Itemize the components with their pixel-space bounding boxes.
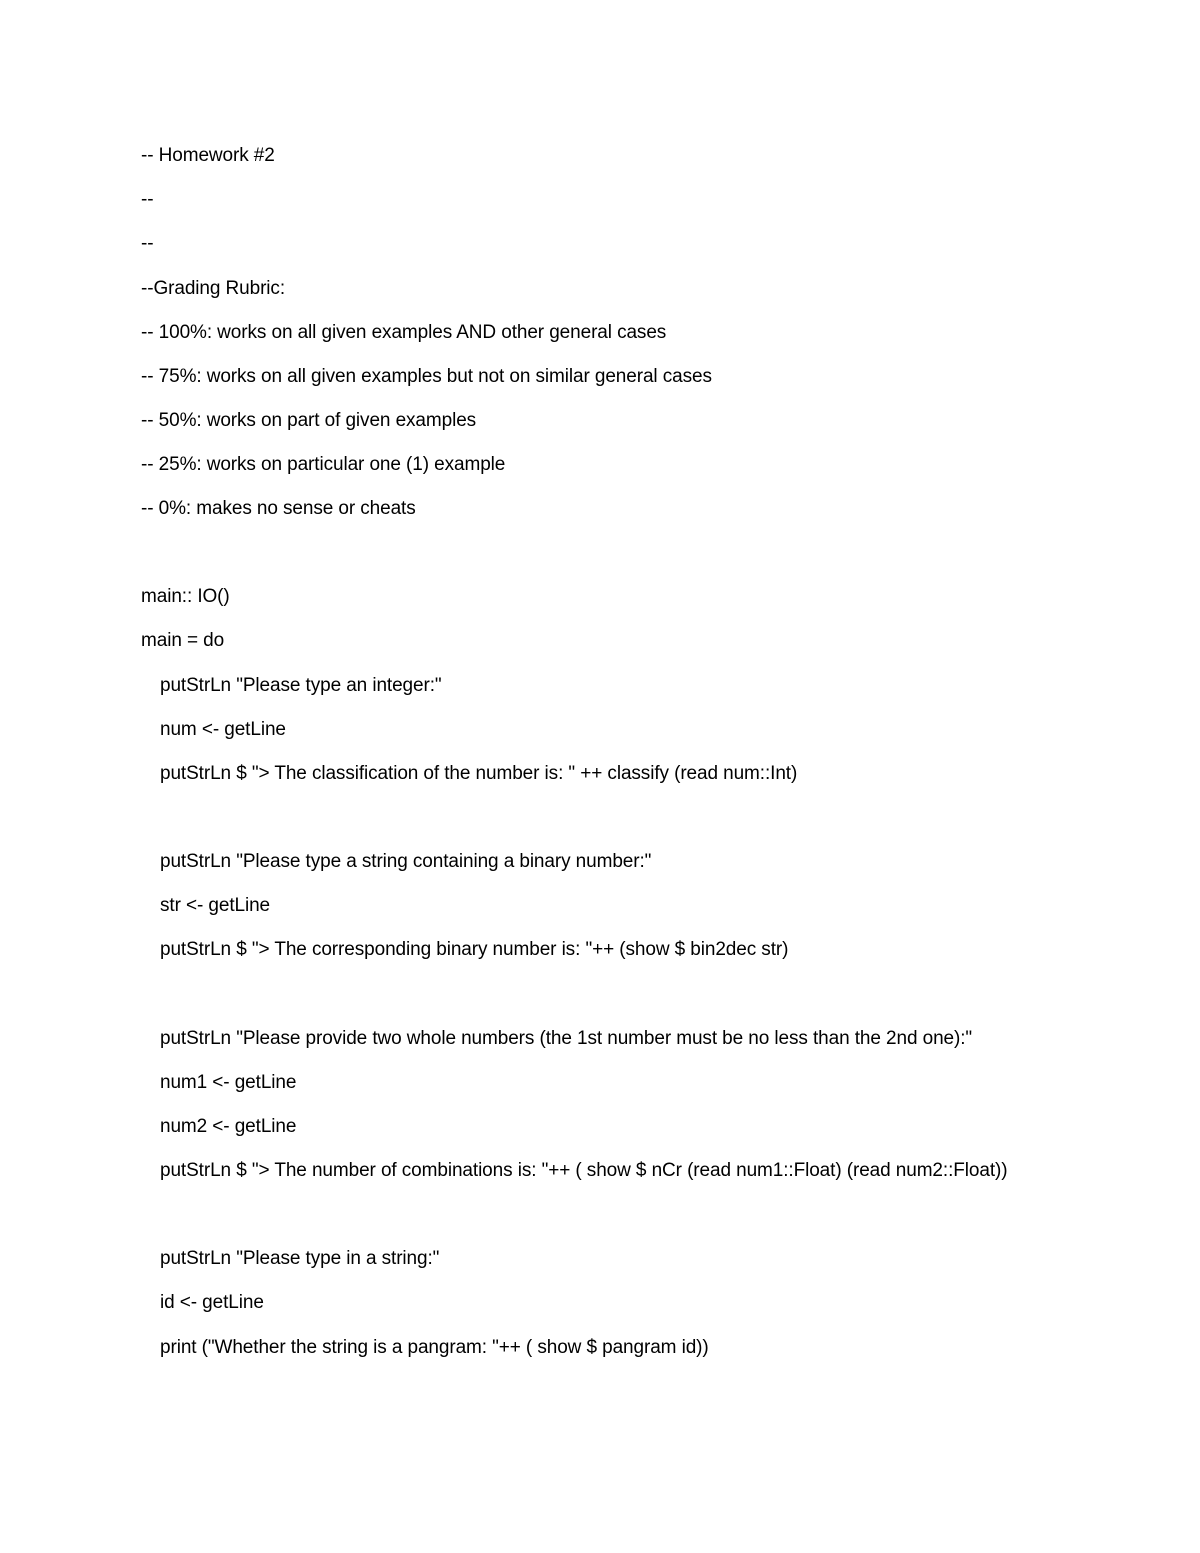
code-line: putStrLn $ "> The classification of the number is: " ++ classify (read num::Int) <box>160 763 798 784</box>
code-line: putStrLn "Please type a string containing a binary number:" <box>160 851 652 872</box>
code-line: putStrLn $ "> The number of combinations is: "++ ( show $ nCr (read num1::Float) (read num2::Float)) <box>160 1160 1008 1181</box>
blank-comment-line: -- <box>141 189 154 210</box>
code-line: num <- getLine <box>160 719 286 740</box>
code-line: putStrLn "Please type an integer:" <box>160 675 442 696</box>
code-line: print ("Whether the string is a pangram: "++ ( show $ pangram id)) <box>160 1337 709 1358</box>
code-line: putStrLn "Please type in a string:" <box>160 1248 440 1269</box>
rubric-item: -- 0%: makes no sense or cheats <box>141 498 416 519</box>
code-line: num2 <- getLine <box>160 1116 297 1137</box>
code-line: id <- getLine <box>160 1292 264 1313</box>
blank-comment-line: -- <box>141 233 154 254</box>
rubric-heading: --Grading Rubric: <box>141 278 286 299</box>
code-line: str <- getLine <box>160 895 271 916</box>
code-main-definition: main = do <box>141 630 225 651</box>
code-line: putStrLn "Please provide two whole numbers (the 1st number must be no less than the 2nd one):" <box>160 1028 973 1049</box>
code-main-signature: main:: IO() <box>141 586 230 607</box>
rubric-item: -- 75%: works on all given examples but not on similar general cases <box>141 366 712 387</box>
rubric-item: -- 25%: works on particular one (1) example <box>141 454 506 475</box>
rubric-item: -- 100%: works on all given examples AND other general cases <box>141 322 667 343</box>
code-line: putStrLn $ "> The corresponding binary number is: "++ (show $ bin2dec str) <box>160 939 789 960</box>
code-line: num1 <- getLine <box>160 1072 297 1093</box>
rubric-item: -- 50%: works on part of given examples <box>141 410 477 431</box>
homework-title-comment: -- Homework #2 <box>141 145 275 166</box>
